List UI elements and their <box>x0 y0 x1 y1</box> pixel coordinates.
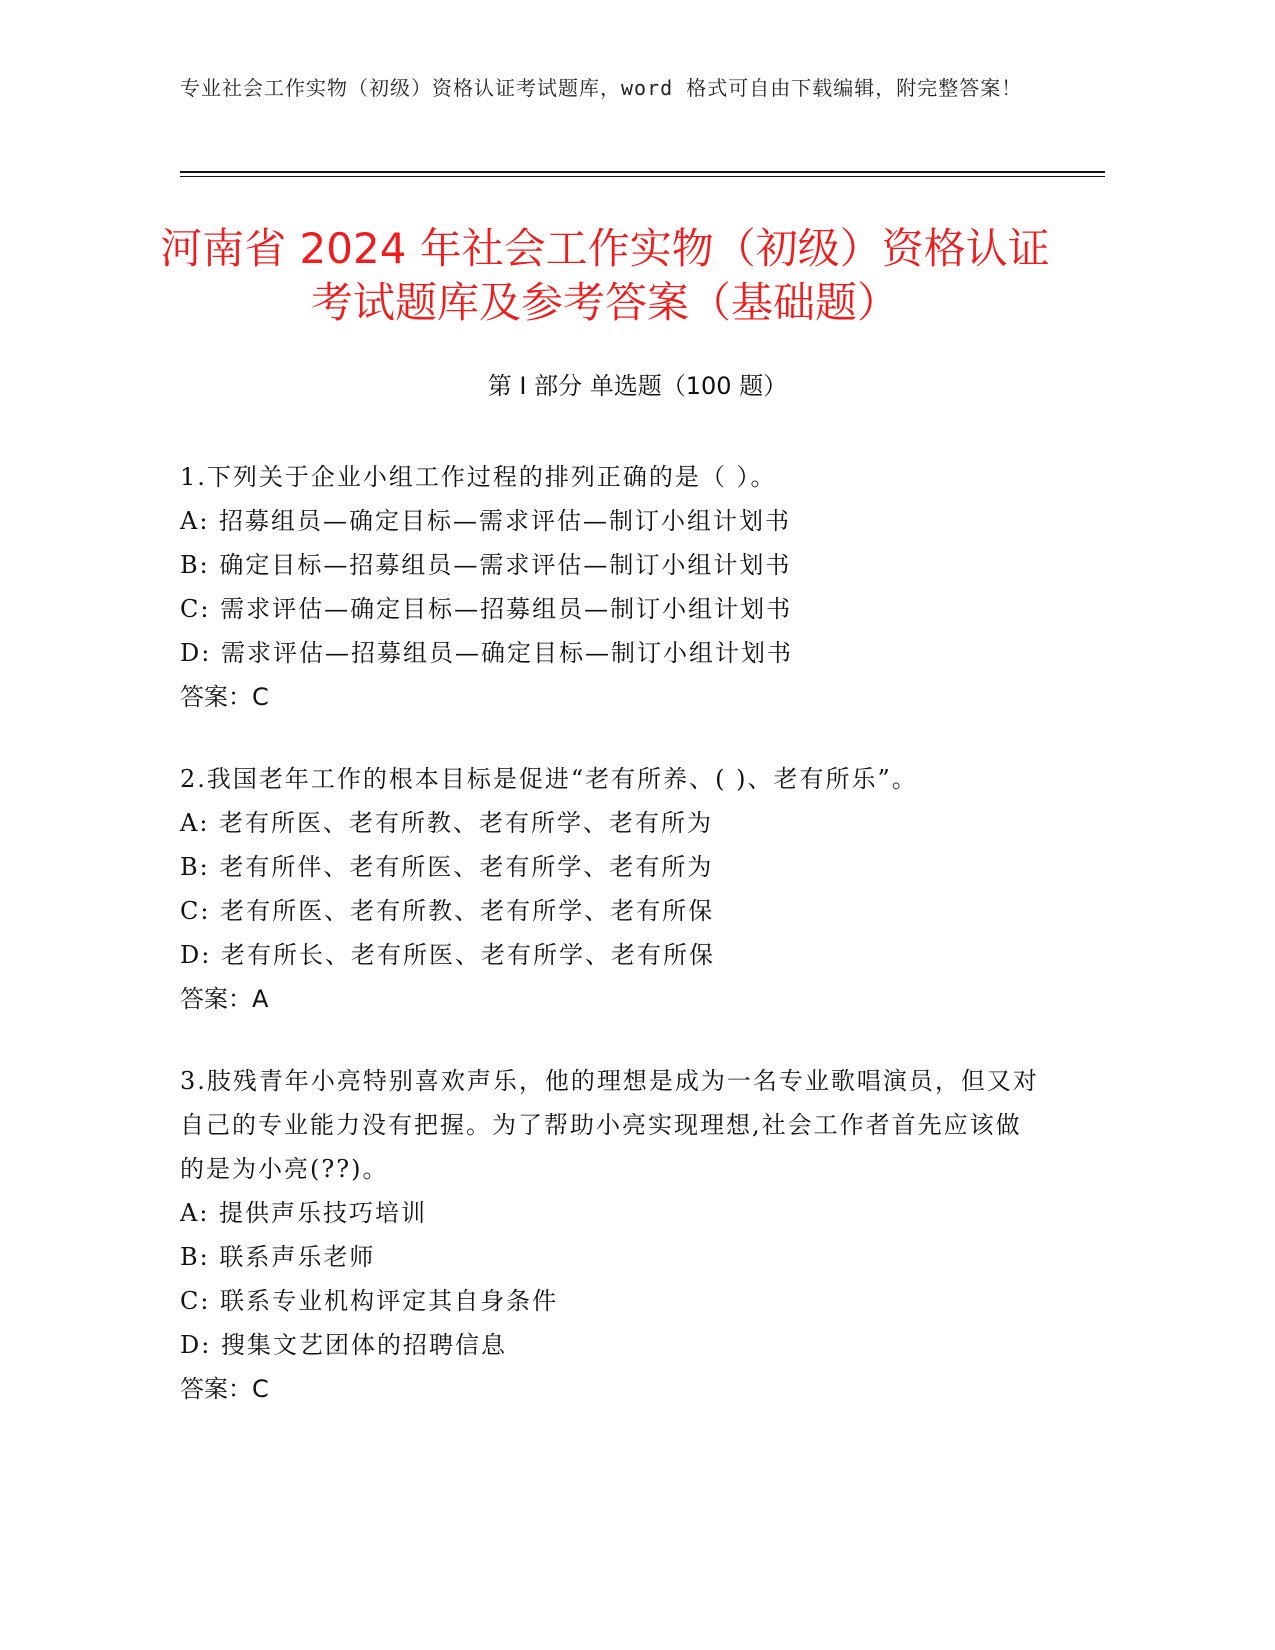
answer: 答案：C <box>180 1375 269 1403</box>
option-d: D: 需求评估—招募组员—确定目标—制订小组计划书 <box>180 639 793 667</box>
question-list <box>180 455 1040 1449</box>
question-stem: 2.我国老年工作的根本目标是促进“老有所养、( )、老有所乐”。 <box>180 765 918 793</box>
header-divider-thick <box>180 171 1105 173</box>
question-1 <box>180 455 1040 719</box>
question-stem: 1.下列关于企业小组工作过程的排列正确的是（ ）。 <box>180 463 777 491</box>
option-c: C: 联系专业机构评定其自身条件 <box>180 1287 559 1315</box>
option-d: D: 老有所长、老有所医、老有所学、老有所保 <box>180 941 715 969</box>
option-b: B: 联系声乐老师 <box>180 1243 376 1271</box>
answer: 答案：A <box>180 985 269 1013</box>
option-a: A: 老有所医、老有所教、老有所学、老有所为 <box>180 809 714 837</box>
document-title: 河南省 2024 年社会工作实物（初级）资格认证考试题库及参考答案（基础题） <box>160 224 1050 327</box>
question-2 <box>180 757 1040 1021</box>
option-c: C: 老有所医、老有所教、老有所学、老有所保 <box>180 897 715 925</box>
section-heading: 第 I 部分 单选题（100 题） <box>487 372 788 400</box>
option-a: A: 招募组员—确定目标—需求评估—制订小组计划书 <box>180 507 792 535</box>
option-c: C: 需求评估—确定目标—招募组员—制订小组计划书 <box>180 595 793 623</box>
question-3 <box>180 1059 1040 1411</box>
header-divider-thin <box>180 176 1105 177</box>
header-note: 专业社会工作实物（初级）资格认证考试题库，word 格式可自由下载编辑，附完整答案！ <box>180 76 1023 100</box>
answer: 答案：C <box>180 683 269 711</box>
option-d: D: 搜集文艺团体的招聘信息 <box>180 1331 507 1359</box>
question-stem: 3.肢残青年小亮特别喜欢声乐，他的理想是成为一名专业歌唱演员，但又对自己的专业能力没有把握。为了帮助小亮实现理想,社会工作者首先应该做的是为小亮(??)。 <box>180 1067 1039 1183</box>
option-a: A: 提供声乐技巧培训 <box>180 1199 428 1227</box>
option-b: B: 老有所伴、老有所医、老有所学、老有所为 <box>180 853 714 881</box>
option-b: B: 确定目标—招募组员—需求评估—制订小组计划书 <box>180 551 792 579</box>
